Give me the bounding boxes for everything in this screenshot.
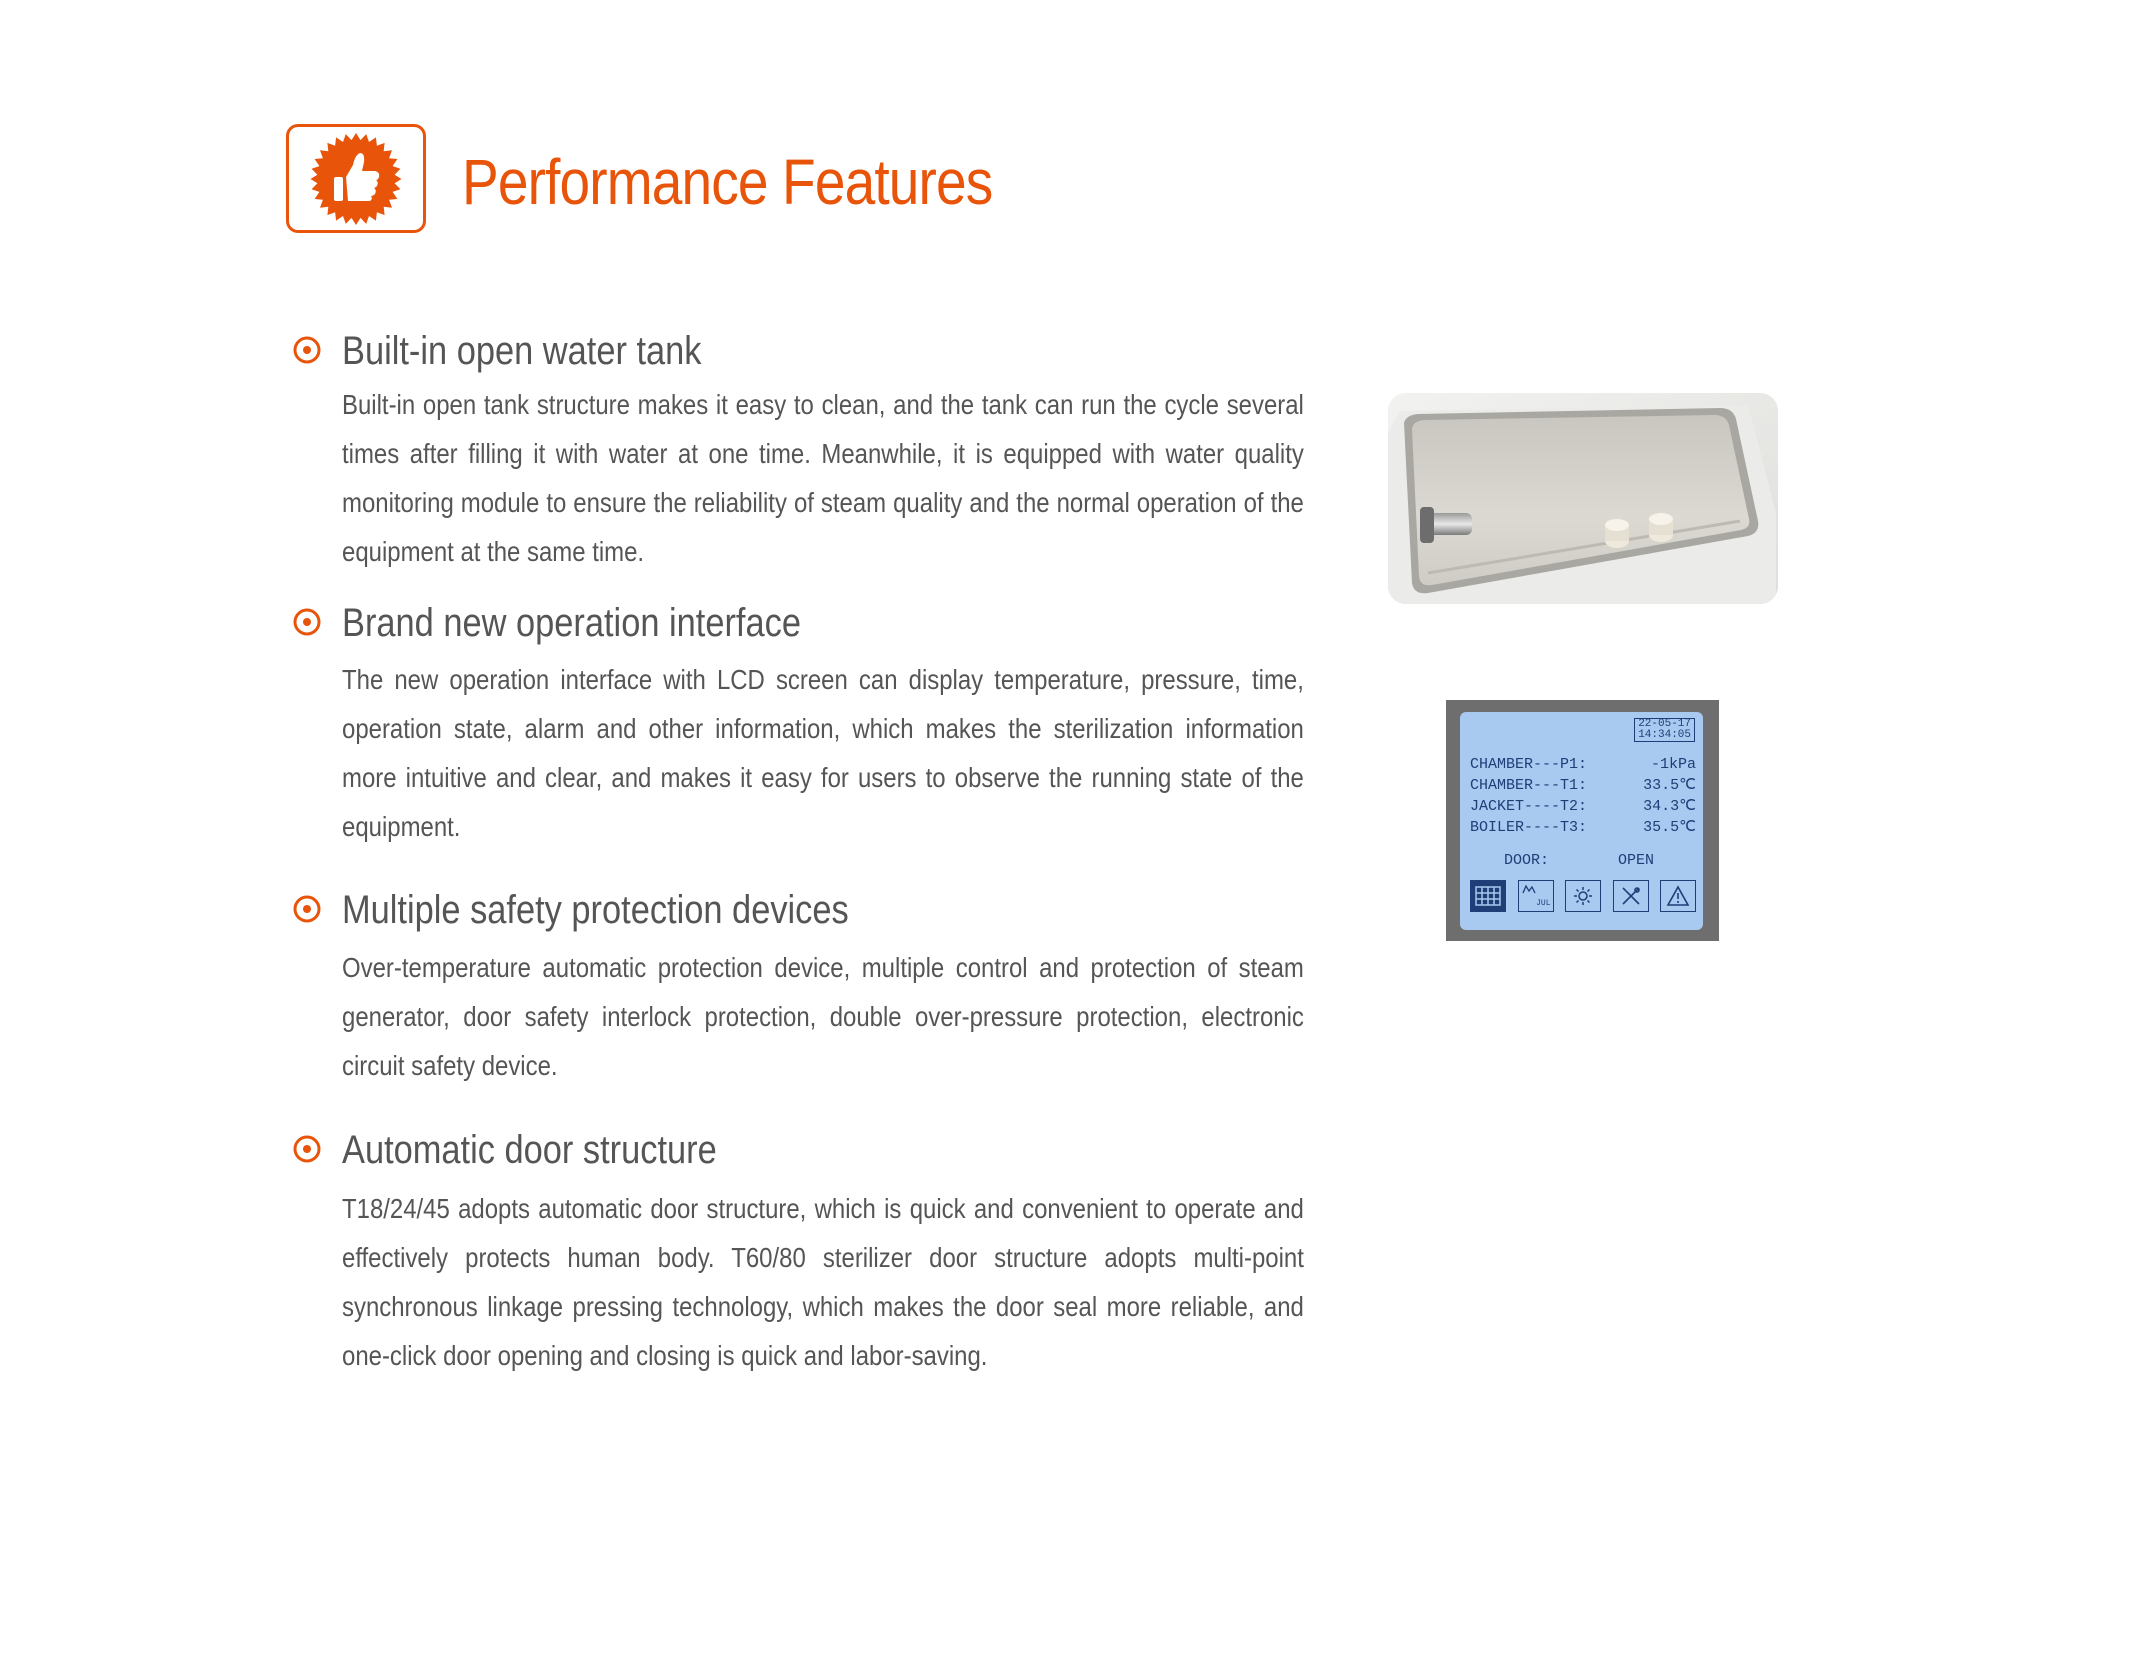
lcd-row-label: BOILER----T3:: [1470, 819, 1588, 836]
header-icon-box: [286, 124, 426, 233]
lcd-door-value: OPEN: [1617, 852, 1654, 869]
lcd-display: [1460, 712, 1703, 930]
lcd-row-value: 33.5℃: [1643, 777, 1696, 794]
lcd-row-value: -1kPa: [1650, 756, 1696, 773]
lcd-row-label: JACKET----T2:: [1470, 798, 1588, 815]
water-tank-illustration: [1388, 393, 1778, 604]
lcd-row-label: CHAMBER---P1:: [1470, 756, 1588, 773]
lcd-row-label: CHAMBER---T1:: [1470, 777, 1588, 794]
lcd-readings: [1470, 754, 1696, 838]
lcd-door-label: DOOR:: [1504, 852, 1550, 869]
feature-body: T18/24/45 adopts automatic door structure, which is quick and convenient to operate and effectively protects human body. T60/80 sterilizer door structure adopts multi-point synchronous linkage pressing technology, which makes the door seal more reliable, and one-click door opening and closing is quick and labor-saving.: [342, 1193, 1304, 1371]
feature-body: The new operation interface with LCD screen can display temperature, pressure, time, operation state, alarm and other information, which makes the sterilization information more intuitive and clear, and makes it easy for users to observe the running state of the equipment.: [342, 664, 1304, 842]
lcd-screen-photo: [1446, 700, 1719, 941]
lcd-time: 14:34:05: [1638, 729, 1691, 741]
lcd-row-value: 35.5℃: [1643, 819, 1696, 836]
lcd-settings-icon[interactable]: [1565, 880, 1601, 912]
lcd-row: [1470, 817, 1696, 838]
lcd-menu-bar: [1470, 880, 1696, 914]
thumbs-up-badge-icon: [308, 131, 404, 227]
feature-heading: Built-in open water tank: [342, 329, 702, 373]
page-title: Performance Features: [462, 146, 993, 218]
feature-body: Built-in open tank structure makes it easy to clean, and the tank can run the cycle several times after filling it with water at one time. Meanwhile, it is equipped with water quality monitoring module to ensure the reliability of steam quality and the normal operation of the equipment at the same time.: [342, 389, 1304, 567]
lcd-date: 22-05-17: [1638, 718, 1691, 730]
feature-body: Over-temperature automatic protection device, multiple control and protection of steam generator, door safety interlock protection, double over-pressure protection, electronic circuit safety device.: [342, 952, 1304, 1081]
feature-heading: Automatic door structure: [342, 1128, 717, 1172]
lcd-calendar-label: JUL: [1536, 899, 1551, 908]
lcd-calendar-icon[interactable]: [1518, 880, 1554, 912]
lcd-warning-icon[interactable]: [1660, 880, 1696, 912]
lcd-row: [1470, 775, 1696, 796]
lcd-door-status: [1504, 850, 1654, 871]
circle-bullet-icon: [292, 607, 322, 637]
lcd-tools-icon[interactable]: [1613, 880, 1649, 912]
lcd-row: [1470, 754, 1696, 775]
water-tank-photo: [1388, 393, 1778, 604]
lcd-row: [1470, 796, 1696, 817]
circle-bullet-icon: [292, 894, 322, 924]
circle-bullet-icon: [292, 1134, 322, 1164]
feature-heading: Multiple safety protection devices: [342, 888, 849, 932]
lcd-datetime: [1634, 718, 1695, 742]
lcd-grid-icon[interactable]: [1470, 880, 1506, 912]
lcd-row-value: 34.3℃: [1643, 798, 1696, 815]
feature-heading: Brand new operation interface: [342, 601, 801, 645]
circle-bullet-icon: [292, 335, 322, 365]
